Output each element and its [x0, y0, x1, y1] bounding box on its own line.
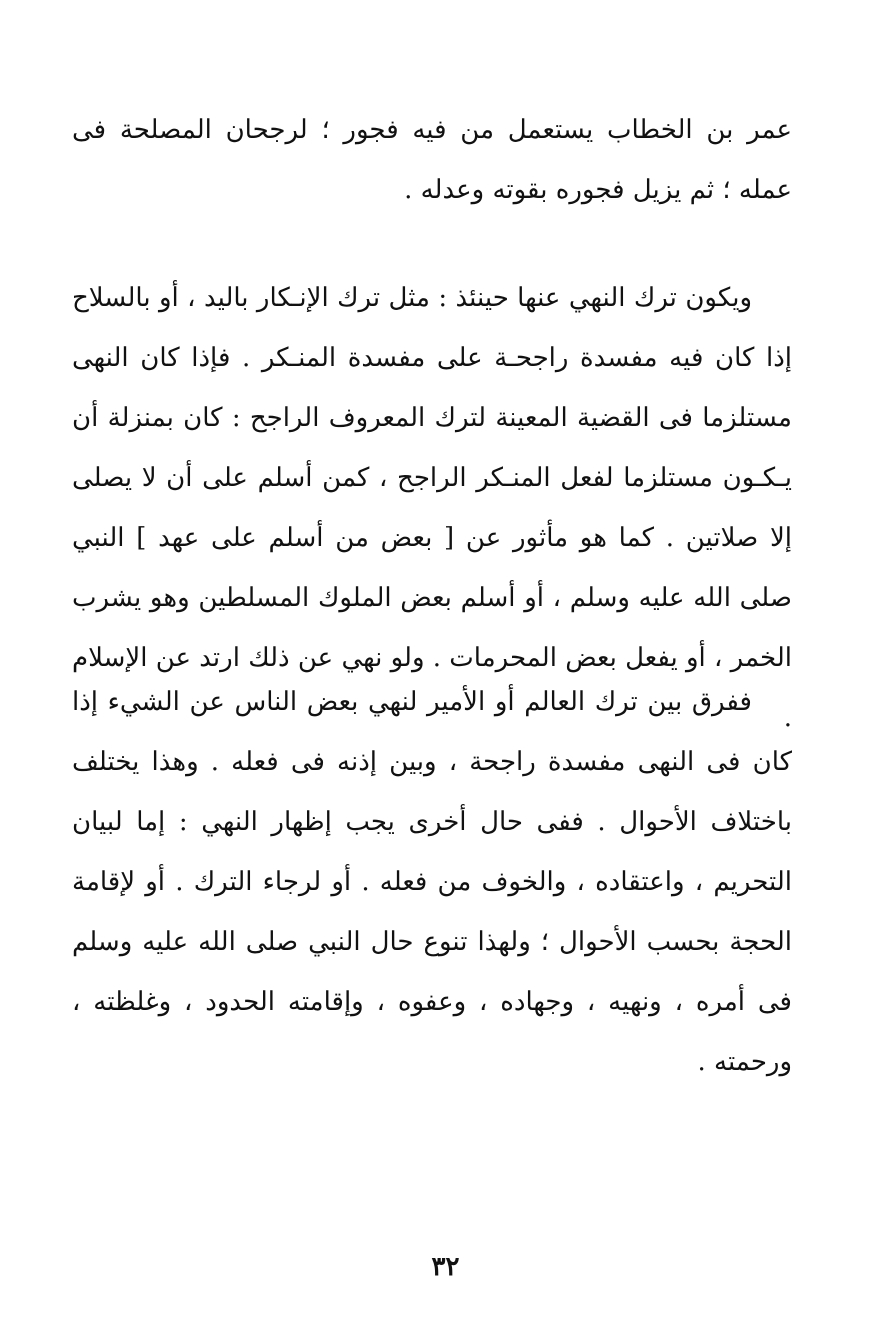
- paragraph-3-text: ففرق بين ترك العالم أو الأمير لنهي بعض الناس عن الشيء إذا كان فى النهى مفسدة راجحة ، وبين إذنه فى فعله . وهذا يختلف باختلاف الأحوال . ففى حال أخرى يجب إظهار النهي : إما لبيان التحريم ، واعتقاده ، والخوف من فعله . أو لرجاء الترك . أو لإقامة الحجة بحسب الأحوال ؛ ولهذا تنوع حال النبي صلى الله عليه وسلم فى أمره ، ونهيه ، وجهاده ، وعفوه ، وإقامته الحدود ، وغلظته ، ورحمته .: [72, 687, 792, 1077]
- paragraph-2-text: ويكون ترك النهي عنها حينئذ : مثل ترك الإنـكار باليد ، أو بالسلاح إذا كان فيه مفسدة راجحـة على مفسدة المنـكر . فإذا كان النهى مستلزما فى القضية المعينة لترك المعروف الراجح : كان بمنزلة أن يـكـون مستلزما لفعل المنـكر الراجح ، كمن أسلم على أن لا يصلى إلا صلاتين . كما هو مأثور عن [ بعض من أسلم على عهد ] النبي صلى الله عليه وسلم ، أو أسلم بعض الملوك المسلطين وهو يشرب الخمر ، أو يفعل بعض المحرمات . ولو نهي عن ذلك ارتد عن الإسلام .: [71, 283, 792, 733]
- page-number: ٣٢: [431, 1252, 460, 1282]
- paragraph-3: [72, 672, 792, 1092]
- paragraph-1-text: عمر بن الخطاب يستعمل من فيه فجور ؛ لرجحان المصلحة فى عمله ؛ ثم يزيل فجوره بقوته وعدله .: [72, 115, 792, 205]
- paragraph-1: [72, 100, 792, 220]
